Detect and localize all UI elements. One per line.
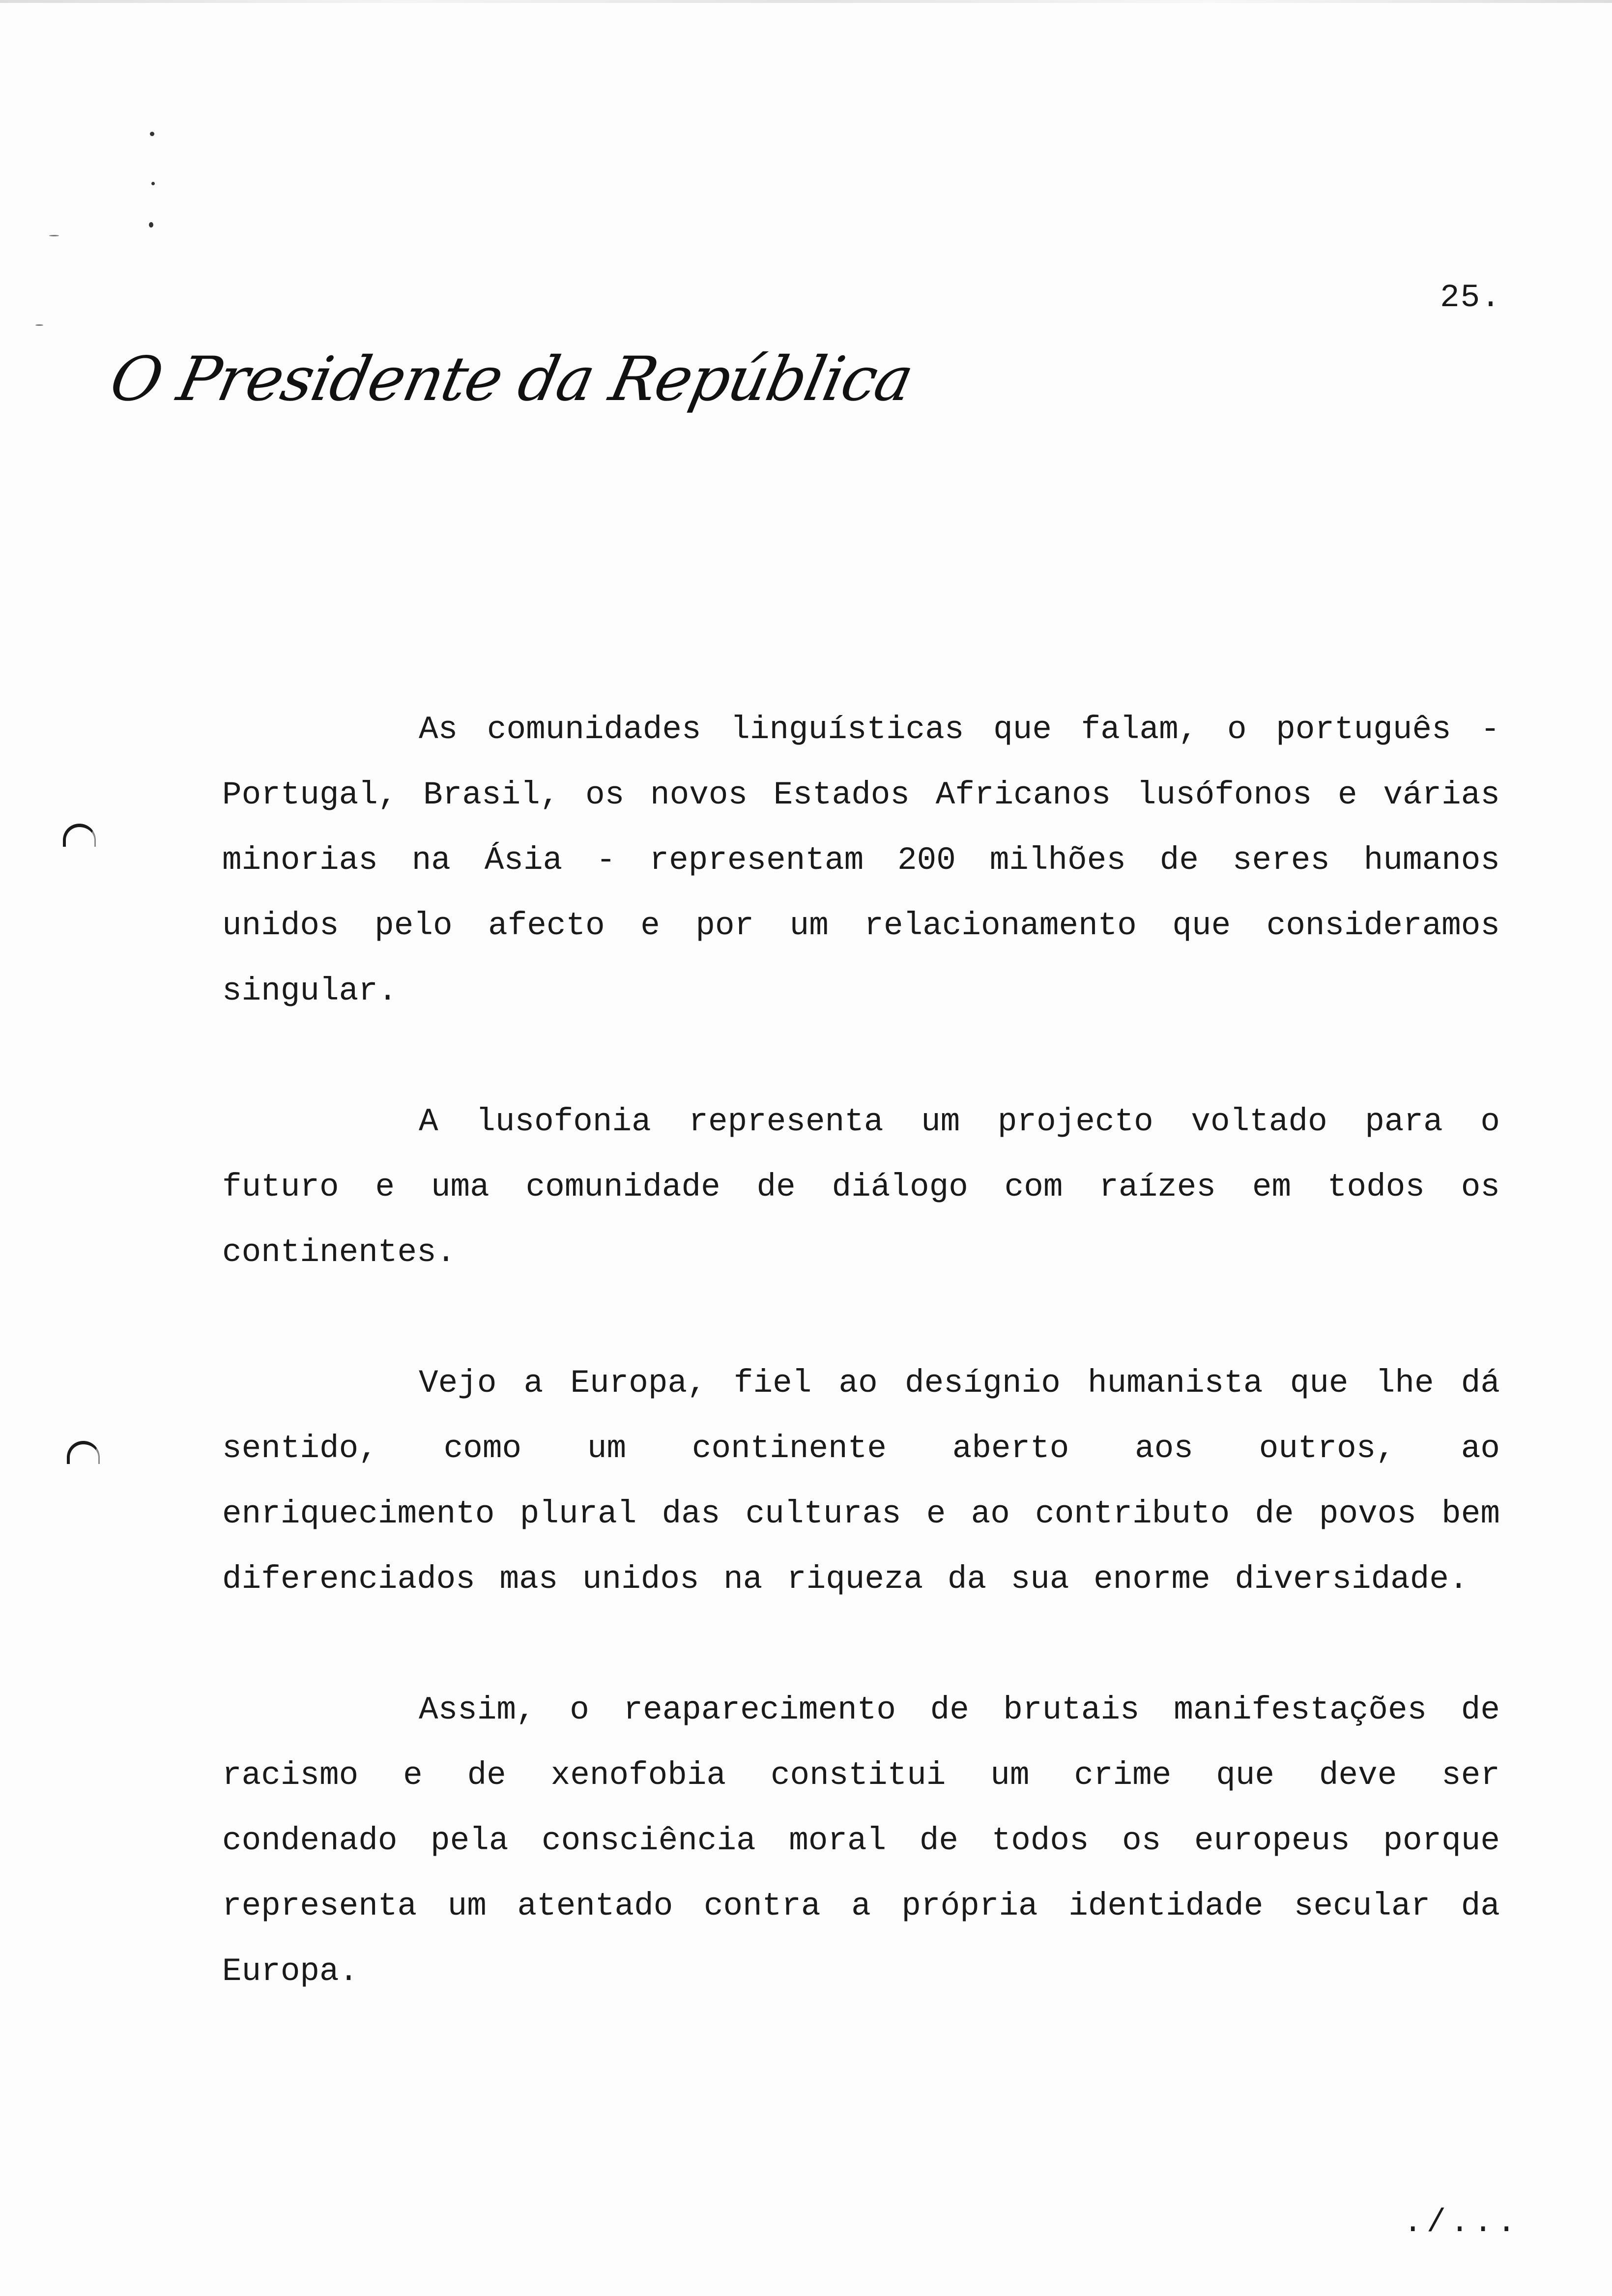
scan-speck: [151, 182, 155, 185]
punch-hole: [67, 1441, 100, 1464]
paragraph: Assim, o reaparecimento de brutais manifestações de racismo e de xenofobia constitui um crime que deve ser condenado pela consciência moral de todos os europeus porque representa um atentado contra a própria identidade secular da Europa.: [222, 1692, 1500, 1990]
scan-speck: [149, 222, 153, 228]
punch-hole: [63, 824, 96, 847]
body-text: [222, 697, 1500, 2069]
page-number: 25.: [1440, 279, 1501, 316]
paragraph: As comunidades linguísticas que falam, o português - Portugal, Brasil, os novos Estados Africanos lusófonos e várias minorias na Ásia - representam 200 milhões de seres humanos unidos pelo afecto e por um relacionamento que consideramos singular.: [222, 711, 1500, 1009]
scan-edge: [0, 0, 1612, 3]
continuation-mark: ./...: [1403, 2204, 1521, 2241]
scan-speck: [35, 324, 43, 326]
scan-speck: [150, 132, 154, 136]
scan-speck: [49, 235, 59, 236]
paragraph: A lusofonia representa um projecto voltado para o futuro e uma comunidade de diálogo com raízes em todos os continentes.: [222, 1103, 1500, 1271]
paragraph: Vejo a Europa, fiel ao desígnio humanista que lhe dá sentido, como um continente aberto aos outros, ao enriquecimento plural das culturas e ao contributo de povos bem diferenciados mas unidos na riqueza da sua enorme diversidade.: [222, 1365, 1500, 1598]
letterhead-title: O Presidente da República: [104, 344, 919, 415]
